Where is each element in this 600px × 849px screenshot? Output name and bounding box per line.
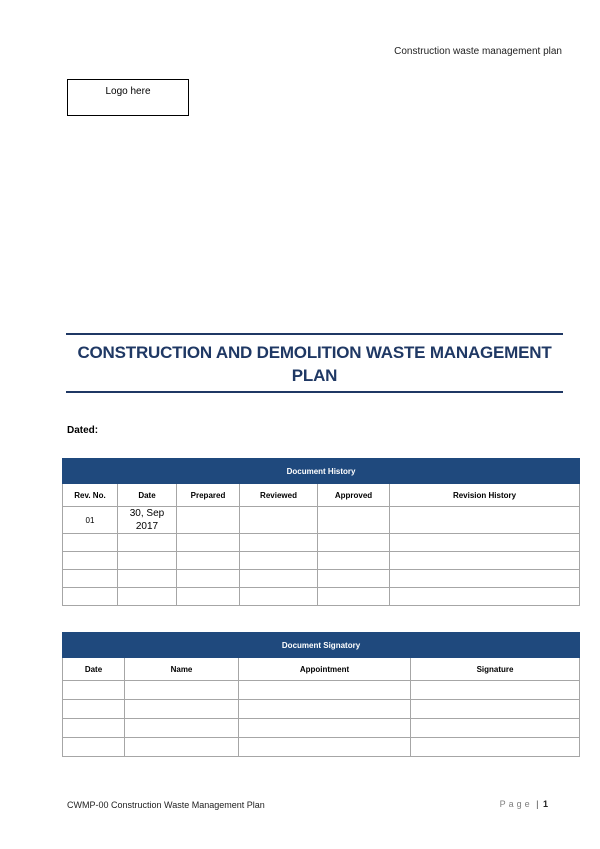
column-header-appointment: Appointment [239,658,411,681]
table-row [63,719,580,738]
prepared-cell [177,588,240,606]
signature-cell [411,719,580,738]
prepared-cell [177,552,240,570]
revision-history-cell [390,570,580,588]
table-row [63,552,580,570]
title-rule-top [66,333,563,335]
revision-history-cell [390,588,580,606]
date-cell [63,681,125,700]
reviewed-cell [240,507,318,534]
table-row [63,681,580,700]
column-header-approved: Approved [318,484,390,507]
name-cell [125,738,239,757]
date-cell [63,719,125,738]
name-cell [125,719,239,738]
appointment-cell [239,681,411,700]
appointment-cell [239,700,411,719]
prepared-cell [177,570,240,588]
reviewed-cell [240,588,318,606]
name-cell [125,700,239,719]
document-history-table [62,458,580,606]
rev-no-cell [63,534,118,552]
page-number: 1 [542,799,548,809]
revision-history-cell [390,534,580,552]
rev-no-cell: 01 [63,507,118,534]
reviewed-cell [240,534,318,552]
table-row [63,738,580,757]
column-header-name: Name [125,658,239,681]
date-cell [118,570,177,588]
appointment-cell [239,738,411,757]
table-row [63,700,580,719]
prepared-cell [177,534,240,552]
table-row [63,534,580,552]
approved-cell [318,570,390,588]
appointment-cell [239,719,411,738]
approved-cell [318,507,390,534]
table-row [63,570,580,588]
reviewed-cell [240,552,318,570]
page-separator: | [536,799,539,809]
date-cell [63,738,125,757]
table-row [63,588,580,606]
rev-no-cell [63,570,118,588]
date-cell [118,552,177,570]
date-cell [118,588,177,606]
signature-cell [411,681,580,700]
name-cell [125,681,239,700]
document-signatory-table [62,632,580,757]
revision-history-cell [390,507,580,534]
document-history-heading: Document History [63,459,580,484]
column-header-reviewed: Reviewed [240,484,318,507]
approved-cell [318,534,390,552]
date-cell: 30, Sep 2017 [118,507,177,534]
logo-placeholder [67,79,189,116]
column-header-revision-history: Revision History [390,484,580,507]
rev-no-cell [63,588,118,606]
dated-label: Dated: [67,425,99,436]
prepared-cell [177,507,240,534]
table-row [63,507,580,534]
page-label: Page [499,799,533,809]
approved-cell [318,588,390,606]
document-title: CONSTRUCTION AND DEMOLITION WASTE MANAGEMENT PLAN [77,343,552,385]
footer-page-indicator [500,799,548,809]
approved-cell [318,552,390,570]
logo-placeholder-text: Logo here [105,86,151,97]
document-signatory-heading: Document Signatory [63,633,580,658]
column-header-date: Date [118,484,177,507]
rev-no-cell [63,552,118,570]
revision-history-cell [390,552,580,570]
column-header-rev-no: Rev. No. [63,484,118,507]
reviewed-cell [240,570,318,588]
date-cell [63,700,125,719]
column-header-signature: Signature [411,658,580,681]
running-header: Construction waste management plan [394,46,562,57]
column-header-prepared: Prepared [177,484,240,507]
signature-cell [411,738,580,757]
column-header-date: Date [63,658,125,681]
signature-cell [411,700,580,719]
title-rule-bottom [66,391,563,393]
footer-document-reference: CWMP-00 Construction Waste Management Plan [67,800,265,810]
date-cell [118,534,177,552]
